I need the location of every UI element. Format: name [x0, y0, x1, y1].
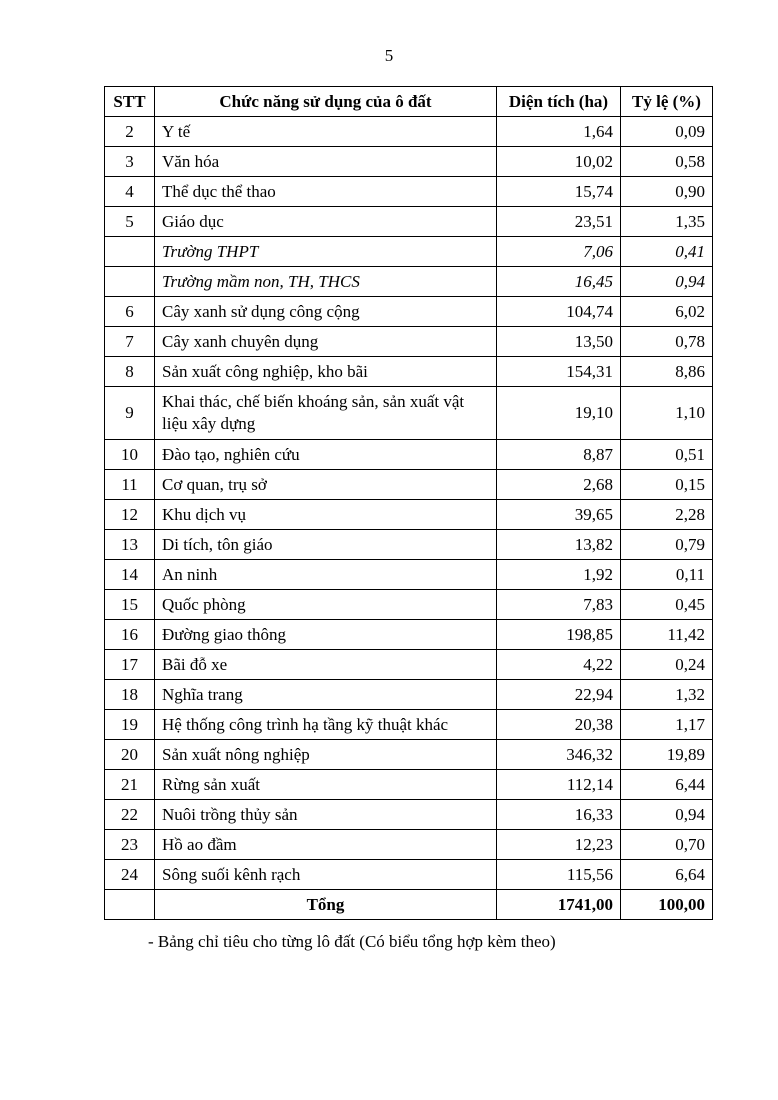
stt-cell: 15: [105, 590, 155, 620]
ratio-cell: 0,41: [621, 237, 713, 267]
ratio-cell: 0,45: [621, 590, 713, 620]
function-cell: Đường giao thông: [155, 620, 497, 650]
area-cell: 8,87: [497, 440, 621, 470]
stt-cell: 8: [105, 357, 155, 387]
function-cell: Hệ thống công trình hạ tầng kỹ thuật khác: [155, 710, 497, 740]
stt-cell: [105, 237, 155, 267]
area-cell: 198,85: [497, 620, 621, 650]
table-body: [105, 117, 713, 890]
header-function: Chức năng sử dụng của ô đất: [155, 87, 497, 117]
ratio-cell: 1,35: [621, 207, 713, 237]
table-row: [105, 560, 713, 590]
table-row: [105, 357, 713, 387]
function-cell: Nghĩa trang: [155, 680, 497, 710]
area-cell: 346,32: [497, 740, 621, 770]
function-cell: Y tế: [155, 117, 497, 147]
table-row: [105, 267, 713, 297]
area-cell: 7,83: [497, 590, 621, 620]
function-cell: Sản xuất nông nghiệp: [155, 740, 497, 770]
function-cell: Di tích, tôn giáo: [155, 530, 497, 560]
ratio-cell: 0,09: [621, 117, 713, 147]
table-row: [105, 830, 713, 860]
table-row: [105, 620, 713, 650]
stt-cell: 7: [105, 327, 155, 357]
stt-cell: 5: [105, 207, 155, 237]
table-row: [105, 440, 713, 470]
function-cell: Khu dịch vụ: [155, 500, 497, 530]
total-row: [105, 890, 713, 920]
table-row: [105, 860, 713, 890]
stt-cell: 3: [105, 147, 155, 177]
table-row: [105, 650, 713, 680]
stt-cell: 12: [105, 500, 155, 530]
area-cell: 10,02: [497, 147, 621, 177]
stt-cell: 24: [105, 860, 155, 890]
ratio-cell: 0,70: [621, 830, 713, 860]
table-row: [105, 297, 713, 327]
area-cell: 115,56: [497, 860, 621, 890]
ratio-cell: 0,94: [621, 800, 713, 830]
stt-cell: 2: [105, 117, 155, 147]
area-cell: 112,14: [497, 770, 621, 800]
area-cell: 23,51: [497, 207, 621, 237]
function-cell: Rừng sản xuất: [155, 770, 497, 800]
table-row: [105, 770, 713, 800]
table-row: [105, 237, 713, 267]
table-row: [105, 207, 713, 237]
stt-cell: 17: [105, 650, 155, 680]
table-row: [105, 500, 713, 530]
ratio-cell: 1,17: [621, 710, 713, 740]
stt-cell: 14: [105, 560, 155, 590]
ratio-cell: 0,94: [621, 267, 713, 297]
area-cell: 104,74: [497, 297, 621, 327]
function-cell: Cơ quan, trụ sở: [155, 470, 497, 500]
function-cell: Trường THPT: [155, 237, 497, 267]
ratio-cell: 0,15: [621, 470, 713, 500]
table-row: [105, 177, 713, 207]
ratio-cell: 19,89: [621, 740, 713, 770]
stt-cell: 9: [105, 387, 155, 440]
area-cell: 1,64: [497, 117, 621, 147]
function-cell: Sông suối kênh rạch: [155, 860, 497, 890]
ratio-cell: 6,44: [621, 770, 713, 800]
area-cell: 19,10: [497, 387, 621, 440]
function-cell: Sản xuất công nghiệp, kho bãi: [155, 357, 497, 387]
area-cell: 1,92: [497, 560, 621, 590]
stt-cell: 22: [105, 800, 155, 830]
total-label: Tổng: [155, 890, 497, 920]
ratio-cell: 1,32: [621, 680, 713, 710]
ratio-cell: 0,51: [621, 440, 713, 470]
table-row: [105, 680, 713, 710]
function-cell: Trường mầm non, TH, THCS: [155, 267, 497, 297]
table-header-row: [105, 87, 713, 117]
function-cell: Đào tạo, nghiên cứu: [155, 440, 497, 470]
area-cell: 20,38: [497, 710, 621, 740]
function-cell: Cây xanh sử dụng công cộng: [155, 297, 497, 327]
area-cell: 15,74: [497, 177, 621, 207]
stt-cell: 10: [105, 440, 155, 470]
table-note: - Bảng chỉ tiêu cho từng lô đất (Có biểu tổng hợp kèm theo): [148, 932, 556, 951]
function-cell: An ninh: [155, 560, 497, 590]
area-cell: 4,22: [497, 650, 621, 680]
header-stt: STT: [105, 87, 155, 117]
ratio-cell: 6,02: [621, 297, 713, 327]
stt-cell: 11: [105, 470, 155, 500]
function-cell: Văn hóa: [155, 147, 497, 177]
stt-cell: 19: [105, 710, 155, 740]
function-cell: Thể dục thể thao: [155, 177, 497, 207]
area-cell: 154,31: [497, 357, 621, 387]
total-stt-cell: [105, 890, 155, 920]
page-number: 5: [384, 46, 394, 65]
area-cell: 12,23: [497, 830, 621, 860]
header-area: Diện tích (ha): [497, 87, 621, 117]
ratio-cell: 0,79: [621, 530, 713, 560]
table-row: [105, 327, 713, 357]
area-cell: 39,65: [497, 500, 621, 530]
stt-cell: 6: [105, 297, 155, 327]
ratio-cell: 0,58: [621, 147, 713, 177]
ratio-cell: 11,42: [621, 620, 713, 650]
stt-cell: [105, 267, 155, 297]
stt-cell: 23: [105, 830, 155, 860]
table-row: [105, 530, 713, 560]
stt-cell: 16: [105, 620, 155, 650]
total-ratio: 100,00: [621, 890, 713, 920]
header-ratio: Tỷ lệ (%): [621, 87, 713, 117]
function-cell: Giáo dục: [155, 207, 497, 237]
total-area: 1741,00: [497, 890, 621, 920]
land-use-table: [104, 86, 713, 920]
stt-cell: 21: [105, 770, 155, 800]
function-cell: Bãi đỗ xe: [155, 650, 497, 680]
ratio-cell: 0,24: [621, 650, 713, 680]
area-cell: 16,45: [497, 267, 621, 297]
ratio-cell: 1,10: [621, 387, 713, 440]
function-cell: Cây xanh chuyên dụng: [155, 327, 497, 357]
stt-cell: 13: [105, 530, 155, 560]
function-cell: Quốc phòng: [155, 590, 497, 620]
area-cell: 2,68: [497, 470, 621, 500]
table-row: [105, 387, 713, 440]
table-row: [105, 147, 713, 177]
area-cell: 22,94: [497, 680, 621, 710]
ratio-cell: 0,78: [621, 327, 713, 357]
stt-cell: 4: [105, 177, 155, 207]
ratio-cell: 8,86: [621, 357, 713, 387]
ratio-cell: 2,28: [621, 500, 713, 530]
table-row: [105, 800, 713, 830]
area-cell: 13,50: [497, 327, 621, 357]
table-row: [105, 590, 713, 620]
area-cell: 13,82: [497, 530, 621, 560]
function-cell: Nuôi trồng thủy sản: [155, 800, 497, 830]
table-row: [105, 117, 713, 147]
table-row: [105, 740, 713, 770]
function-cell: Khai thác, chế biến khoáng sản, sản xuất vật liệu xây dựng: [155, 387, 497, 440]
area-cell: 16,33: [497, 800, 621, 830]
ratio-cell: 0,11: [621, 560, 713, 590]
function-cell: Hồ ao đầm: [155, 830, 497, 860]
stt-cell: 18: [105, 680, 155, 710]
ratio-cell: 6,64: [621, 860, 713, 890]
area-cell: 7,06: [497, 237, 621, 267]
table-row: [105, 710, 713, 740]
stt-cell: 20: [105, 740, 155, 770]
table-row: [105, 470, 713, 500]
ratio-cell: 0,90: [621, 177, 713, 207]
